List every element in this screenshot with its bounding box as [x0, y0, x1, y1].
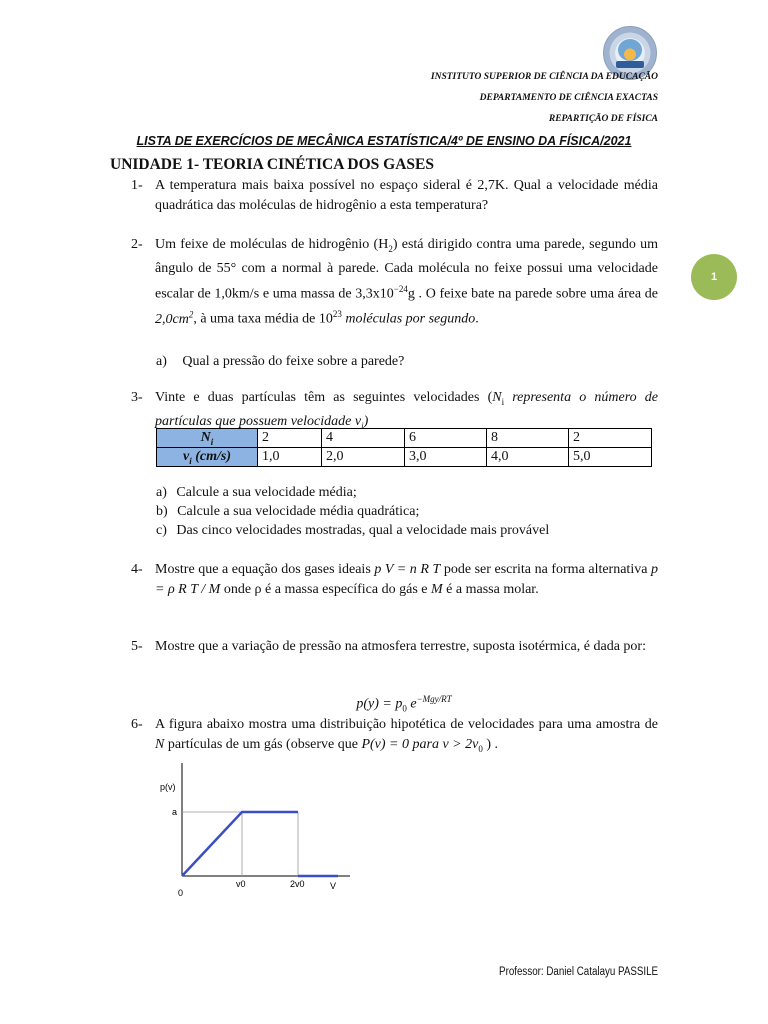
- table-cell: 6: [405, 429, 487, 448]
- table-row: [157, 429, 652, 448]
- table-cell: 2,0: [322, 448, 405, 467]
- a-tick-label: a: [172, 807, 178, 817]
- item-label: a): [156, 354, 167, 369]
- table-cell: 5,0: [569, 448, 652, 467]
- y-axis-label: p(v): [160, 782, 176, 792]
- question-number: 2-: [131, 237, 143, 252]
- question-6: [131, 715, 658, 759]
- distribution-curve: [182, 812, 298, 876]
- origin-label: 0: [178, 888, 184, 898]
- footer-professor: Professor: Daniel Catalayu PASSILE: [498, 966, 658, 978]
- item-label: b): [156, 504, 168, 519]
- question-text: Vinte e duas partículas têm as seguintes velocidades ($N_i$ representa o número de partículas que possuem velocidade $v_i$): [155, 390, 658, 431]
- question-2-item-a: [156, 352, 404, 372]
- item-text: Calcule a sua velocidade média;: [176, 485, 357, 500]
- item-text: Das cinco velocidades mostradas, qual a velocidade mais provável: [176, 523, 550, 538]
- table-header-vi: $v_i$ (cm/s): [157, 448, 258, 467]
- x-axis-label: V: [330, 881, 337, 891]
- question-5: [131, 637, 658, 657]
- question-text: Mostre que a equação dos gases ideais p V = n R T pode ser escrita na forma alternativa p = ρ R T / M onde ρ é a massa específica do gás e M é a massa molar.: [155, 562, 658, 597]
- item-text: Calcule a sua velocidade média quadrática;: [177, 504, 420, 519]
- seal-banner: [616, 61, 644, 68]
- item-text: Qual a pressão do feixe sobre a parede?: [182, 354, 405, 369]
- question-text: A figura abaixo mostra uma distribuição hipotética de velocidades para uma amostra de N partículas de um gás (observe que P(v) = 0 para $v > 2v_0$ ) .: [155, 717, 658, 754]
- question-3-item-b: [156, 502, 419, 522]
- question-number: 1-: [131, 178, 143, 193]
- question-2: [131, 235, 658, 330]
- velocity-table: [156, 428, 652, 467]
- question-number: 5-: [131, 639, 143, 654]
- table-cell: 3,0: [405, 448, 487, 467]
- item-label: a): [156, 485, 167, 500]
- seal-sun-emblem: [618, 39, 642, 61]
- table-cell: 2: [258, 429, 322, 448]
- table-header-ni: $N_i$: [157, 429, 258, 448]
- question-number: 3-: [131, 390, 143, 405]
- question-text: Um feixe de moléculas de hidrogênio $(H_2)$ está dirigido contra uma parede, segundo um ângulo de 55° com a normal à parede. Cada molécula no feixe possui uma velocidade escalar de 1,0km/s e uma massa de $3,3x10^{-24}g$ . O feixe bate na parede sobre uma área de $2,0cm^2$, à uma taxa média de $10^{23}$ moléculas por segundo.: [155, 237, 659, 328]
- department-name: DEPARTAMENTO DE CIÊNCIA EXACTAS: [479, 93, 658, 103]
- table-cell: 2: [569, 429, 652, 448]
- table-cell: 4,0: [487, 448, 569, 467]
- question-1: [131, 176, 658, 216]
- table-cell: 4: [322, 429, 405, 448]
- table-cell: 8: [487, 429, 569, 448]
- page-number-badge: 1: [691, 254, 737, 300]
- question-text: Mostre que a variação de pressão na atmosfera terrestre, suposta isotérmica, é dada por:: [155, 639, 646, 654]
- question-4: [131, 560, 658, 600]
- 2v0-tick-label: 2v0: [290, 879, 305, 889]
- velocity-distribution-figure: [150, 760, 360, 900]
- item-label: c): [156, 523, 167, 538]
- question-number: 6-: [131, 717, 143, 732]
- table-row: [157, 448, 652, 467]
- pressure-formula: $p(y) = p_0$ $e^{-Mgy/RT}$: [356, 694, 452, 714]
- unit-title: UNIDADE 1- TEORIA CINÉTICA DOS GASES: [110, 156, 435, 173]
- table-cell: 1,0: [258, 448, 322, 467]
- question-text: A temperatura mais baixa possível no espaço sideral é 2,7K. Qual a velocidade média quadrática das moléculas de hidrogênio a esta temperatura?: [155, 178, 658, 213]
- question-3-item-c: [156, 521, 549, 541]
- list-title: LISTA DE EXERCÍCIOS DE MECÂNICA ESTATÍSTICA/4º DE ENSINO DA FÍSICA/2021: [136, 134, 632, 148]
- v0-tick-label: v0: [236, 879, 246, 889]
- section-name: REPARTIÇÃO DE FÍSICA: [548, 114, 658, 124]
- institute-name: INSTITUTO SUPERIOR DE CIÊNCIA DA EDUCAÇÃO: [430, 72, 658, 82]
- question-number: 4-: [131, 562, 143, 577]
- question-3-item-a: [156, 483, 357, 503]
